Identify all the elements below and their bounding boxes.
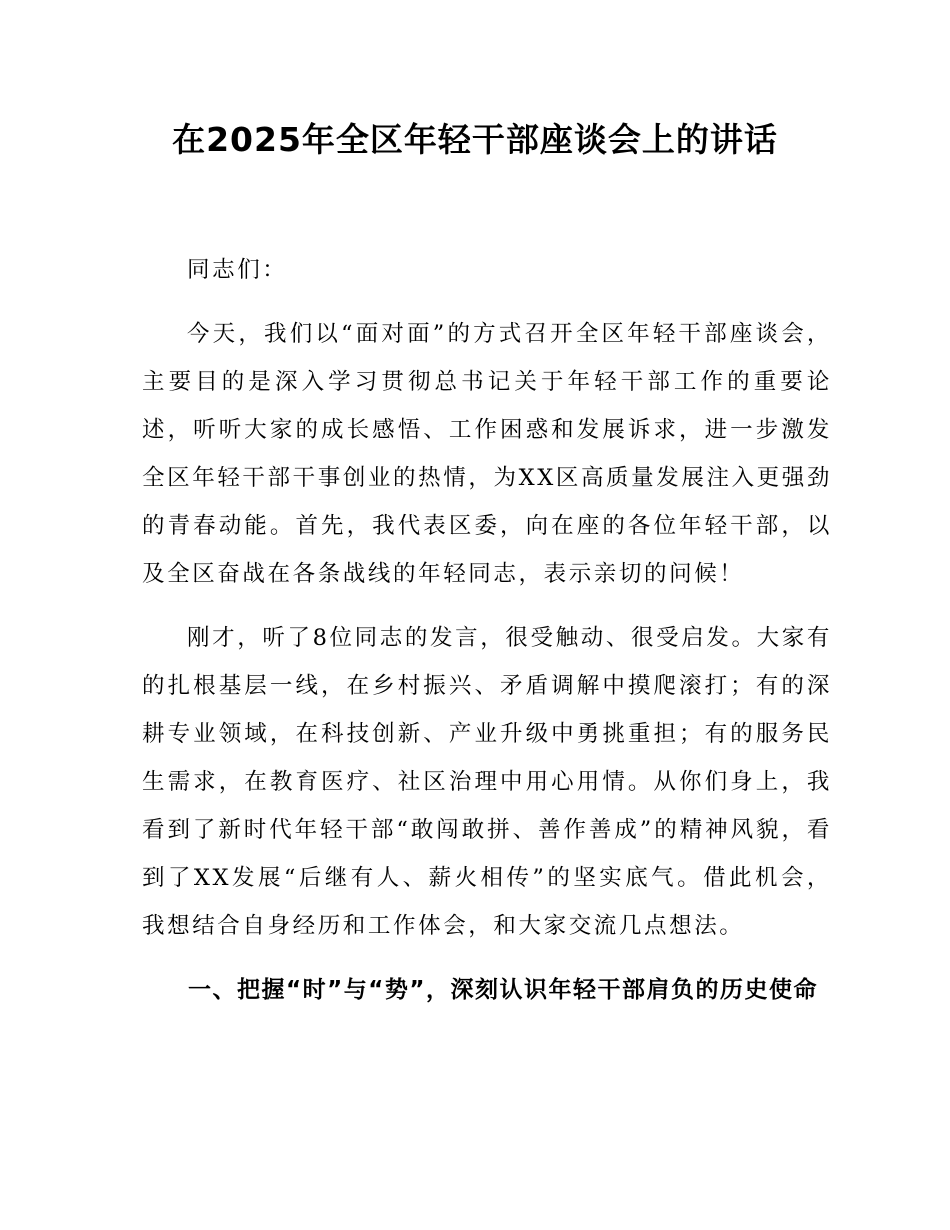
document-body [142, 246, 832, 1014]
paragraph-intro: 今天，我们以“面对面”的方式召开全区年轻干部座谈会，主要目的是深入学习贯彻总书记关于年轻干部工作的重要论述，听听大家的成长感悟、工作困惑和发展诉求，进一步激发全区年轻干部干事创业的热情，为XX区高质量发展注入更强劲的青春动能。首先，我代表区委，向在座的各位年轻干部，以及全区奋战在各条战线的年轻同志，表示亲切的问候！ [142, 321, 832, 587]
paragraph-reflection: 刚才，听了8位同志的发言，很受触动、很受启发。大家有的扎根基层一线，在乡村振兴、矛盾调解中摸爬滚打；有的深耕专业领域，在科技创新、产业升级中勇挑重担；有的服务民生需求，在教育医疗、社区治理中用心用情。从你们身上，我看到了新时代年轻干部“敢闯敢拼、善作善成”的精神风貌，看到了XX发展“后继有人、薪火相传”的坚实底气。借此机会，我想结合自身经历和工作体会，和大家交流几点想法。 [142, 625, 832, 939]
greeting: 同志们： [187, 257, 288, 283]
document-title: 在2025年全区年轻干部座谈会上的讲话 [172, 120, 778, 159]
section-heading-1: 一、把握“时”与“势”，深刻认识年轻干部肩负的历史使命 [188, 977, 818, 1003]
